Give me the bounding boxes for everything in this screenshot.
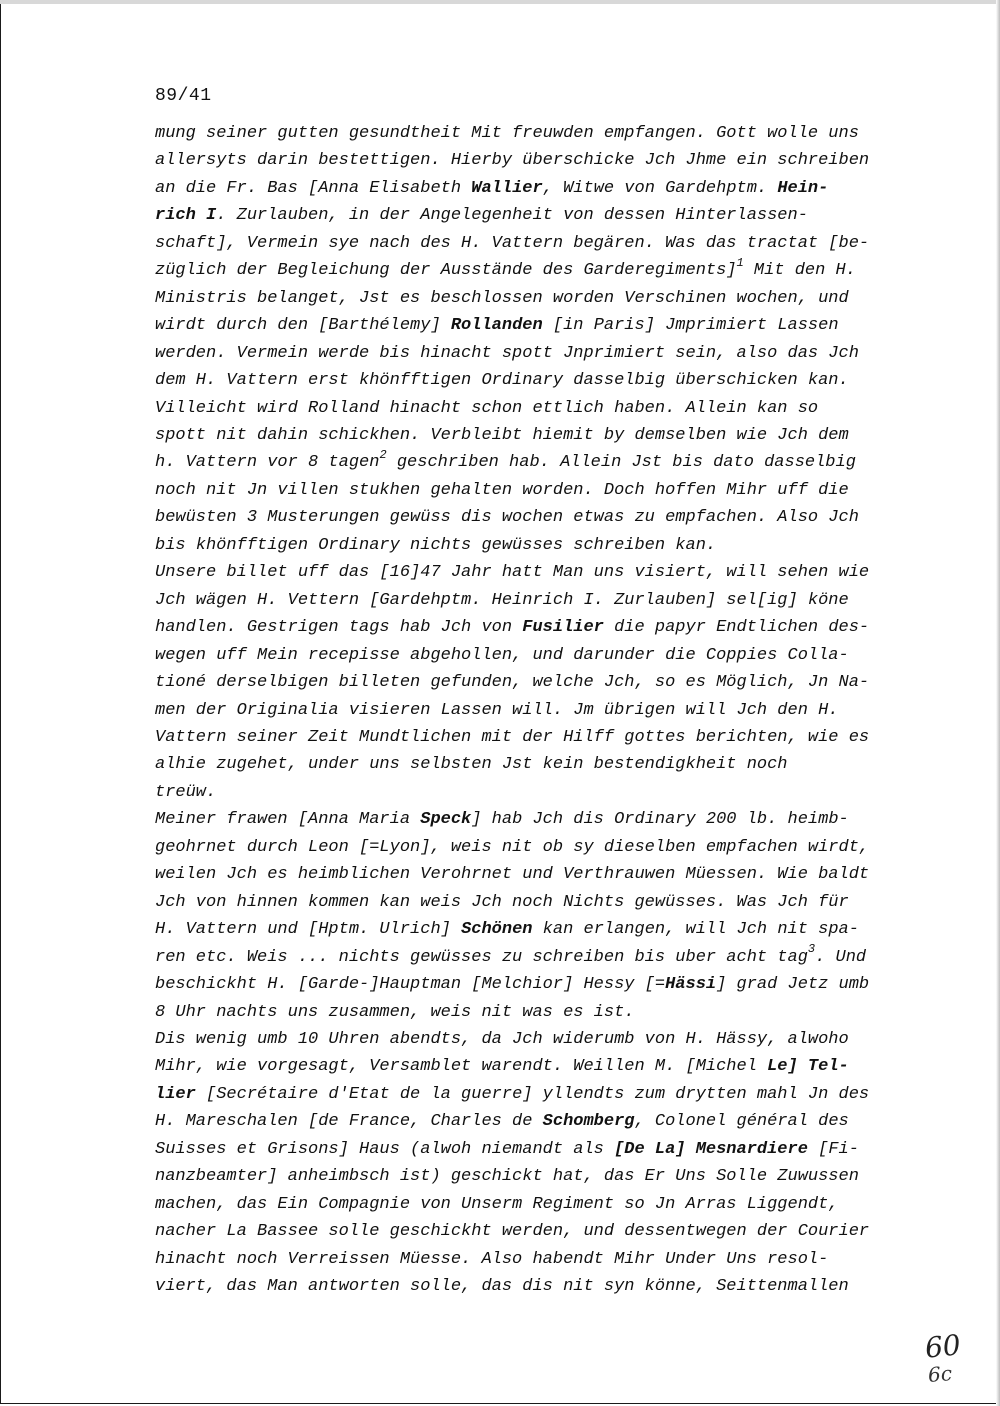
text-line [155, 751, 915, 778]
text-line [155, 257, 915, 284]
text-line [155, 999, 915, 1026]
text-segment: [Secrétaire d'Etat de la guerre] yllendts zum drytten mahl Jn des [195, 1084, 870, 1104]
bold-name: Hein- [777, 178, 829, 198]
text-line [155, 230, 915, 257]
text-segment: bewüsten 3 Musterungen gewüss dis wochen etwas zu empfachen. Also Jch [155, 508, 859, 528]
bold-name: Hässi [665, 975, 717, 995]
text-segment: noch nit Jn villen stukhen gehalten worden. Doch hoffen Mihr uff die [155, 480, 849, 500]
text-segment: wegen uff Mein recepisse abgehollen, und darunder die Coppies Colla- [155, 645, 849, 665]
text-line [155, 532, 915, 559]
text-segment: werden. Vermein werde bis hinacht spott Jnprimiert sein, also das Jch [155, 343, 859, 363]
letter-text-body [155, 120, 915, 1300]
text-line [155, 312, 915, 339]
text-segment: beschickht H. [Garde-]Hauptman [Melchior] Hessy [= [155, 975, 666, 995]
text-line [155, 1081, 915, 1108]
text-segment: treüw. [155, 782, 217, 802]
text-segment: kan erlangen, will Jch nit spa- [532, 920, 859, 940]
text-line [155, 724, 915, 751]
text-segment: an die Fr. Bas [Anna Elisabeth [155, 178, 472, 198]
bold-name: lier [155, 1084, 196, 1104]
text-segment: , Colonel général des [634, 1112, 849, 1132]
text-segment: allersyts darin bestettigen. Hierby überschicke Jch Jhme ein schreiben [155, 151, 870, 171]
text-line [155, 120, 915, 147]
text-line [155, 669, 915, 696]
text-segment: Villeicht wird Rolland hinacht schon ettlich haben. Allein kan so [155, 398, 819, 418]
text-segment: h. Vattern vor 8 tagen [155, 453, 380, 473]
text-line [155, 1026, 915, 1053]
bold-name: Le] Tel- [767, 1057, 849, 1077]
text-segment: ] grad Jetz umb [716, 975, 870, 995]
text-segment: viert, das Man antworten solle, das dis nit syn könne, Seittenmallen [155, 1277, 849, 1297]
text-segment: [Fi- [807, 1139, 859, 1159]
text-segment: geschriben hab. Allein Jst bis dato dasselbig [386, 453, 856, 473]
text-line [155, 285, 915, 312]
text-line [155, 477, 915, 504]
page-number: 89/41 [155, 86, 212, 106]
text-segment: spott nit dahin schickhen. Verbleibt hiemit by demselben wie Jch dem [155, 425, 849, 445]
text-segment: Jch von hinnen kommen kan weis Jch noch Nichts gewüsses. Was Jch für [155, 892, 849, 912]
text-line [155, 861, 915, 888]
text-segment: Ministris belanget, Jst es beschlossen worden Verschinen wochen, und [155, 288, 849, 308]
bold-name: Fusilier [522, 618, 604, 638]
text-line [155, 147, 915, 174]
folio-number-handwritten: 60 [923, 1328, 963, 1365]
text-segment: züglich der Begleichung der Ausstände des Garderegiments] [155, 261, 737, 281]
footnote-marker: 1 [736, 255, 744, 270]
text-line [155, 1191, 915, 1218]
text-segment: tioné derselbigen billeten gefunden, welche Jch, so es Möglich, Jn Na- [155, 673, 870, 693]
text-segment: alhie zugehet, under uns selbsten Jst kein bestendigkheit noch [155, 755, 788, 775]
text-segment: . Zurlauben, in der Angelegenheit von dessen Hinterlassen- [216, 206, 808, 226]
text-segment: geohrnet durch Leon [=Lyon], weis nit ob sy dieselben empfachen wirdt, [155, 837, 870, 857]
text-segment: mung seiner gutten gesundtheit Mit freuwden empfangen. Gott wolle uns [155, 124, 859, 143]
text-segment: machen, das Ein Compagnie von Unserm Regiment so Jn Arras Liggendt, [155, 1194, 839, 1214]
text-line [155, 1136, 915, 1163]
text-segment: die papyr Endtlichen des- [603, 618, 870, 638]
text-line [155, 834, 915, 861]
folio-subnumber-handwritten: 6c [927, 1361, 953, 1387]
text-segment: Mihr, wie vorgesagt, Versamblet warendt. Weillen M. [Michel [155, 1057, 768, 1077]
scan-edge-top [0, 0, 1000, 4]
bold-name: Speck [420, 810, 472, 830]
text-line [155, 449, 915, 476]
text-line [155, 941, 915, 971]
bold-name: Wallier [471, 178, 543, 198]
scan-edge-right [996, 0, 1000, 1406]
text-line [155, 175, 915, 202]
text-segment: schaft], Vermein sye nach des H. Vattern begären. Was das tractat [be- [155, 233, 870, 253]
text-line [155, 1218, 915, 1245]
text-segment: H. Vattern und [Hptm. Ulrich] [155, 920, 462, 940]
text-line [155, 1108, 915, 1135]
text-segment: H. Mareschalen [de France, Charles de [155, 1112, 543, 1132]
text-segment: Unsere billet uff das [16]47 Jahr hatt Man uns visiert, will sehen wie [155, 563, 870, 583]
text-segment: Meiner frawen [Anna Maria [155, 810, 421, 830]
text-line [155, 1246, 915, 1273]
text-segment: wirdt durch den [Barthélemy] [155, 316, 451, 336]
text-segment: , Witwe von Gardehptm. [542, 178, 778, 198]
text-line [155, 971, 915, 998]
text-segment: [in Paris] Jmprimiert Lassen [542, 316, 839, 336]
text-line [155, 395, 915, 422]
text-segment: 8 Uhr nachts uns zusammen, weis nit was es ist. [155, 1002, 635, 1022]
text-line [155, 916, 915, 943]
bold-name: Rollanden [450, 316, 543, 336]
text-segment: weilen Jch es heimblichen Verohrnet und Verthrauwen Müessen. Wie baldt [155, 865, 870, 885]
text-line [155, 614, 915, 641]
footnote-marker: 2 [379, 447, 387, 462]
text-line [155, 587, 915, 614]
bold-name: [De La] Mesnardiere [614, 1139, 808, 1159]
bold-name: Schomberg [542, 1112, 635, 1132]
text-line [155, 367, 915, 394]
text-segment: handlen. Gestrigen tags hab Jch von [155, 618, 523, 638]
text-segment: . Und [815, 947, 867, 967]
text-segment: Mit den H. [743, 261, 856, 281]
text-line [155, 340, 915, 367]
text-line [155, 697, 915, 724]
text-segment: ] hab Jch dis Ordinary 200 lb. heimb- [471, 810, 849, 830]
text-line [155, 559, 915, 586]
bold-name: Schönen [461, 920, 533, 940]
text-segment: bis khönfftigen Ordinary nichts gewüsses schreiben kan. [155, 535, 717, 555]
bold-name: rich I [155, 206, 217, 226]
footnote-marker: 3 [807, 941, 816, 956]
text-line [155, 806, 915, 833]
text-segment: Dis wenig umb 10 Uhren abendts, da Jch widerumb von H. Hässy, alwoho [155, 1029, 849, 1049]
text-segment: Suisses et Grisons] Haus (alwoh niemandt als [155, 1139, 615, 1159]
text-line [155, 1273, 915, 1300]
text-segment: men der Originalia visieren Lassen will. Jm übrigen will Jch den H. [155, 700, 839, 720]
text-segment: dem H. Vattern erst khönfftigen Ordinary dasselbig überschicken kan. [155, 371, 849, 391]
text-line [155, 642, 915, 669]
text-line [155, 889, 915, 916]
text-line [155, 504, 915, 531]
text-segment: hinacht noch Verreissen Müesse. Also habendt Mihr Under Uns resol- [155, 1249, 829, 1269]
text-line [155, 1053, 915, 1080]
text-segment: nacher La Bassee solle geschickht werden, und dessentwegen der Courier [155, 1222, 870, 1242]
text-segment: Jch wägen H. Vettern [Gardehptm. Heinrich I. Zurlauben] sel[ig] köne [155, 590, 849, 610]
text-segment: ren etc. Weis ... nichts gewüsses zu schreiben bis uber acht tag [155, 947, 808, 967]
text-line [155, 1163, 915, 1190]
text-line [155, 202, 915, 229]
text-segment: Vattern seiner Zeit Mundtlichen mit der Hilff gottes berichten, wie es [155, 727, 870, 747]
text-segment: nanzbeamter] anheimbsch ist) geschickt hat, das Er Uns Solle Zuwussen [155, 1167, 859, 1187]
text-line [155, 422, 915, 449]
text-line [155, 779, 915, 806]
